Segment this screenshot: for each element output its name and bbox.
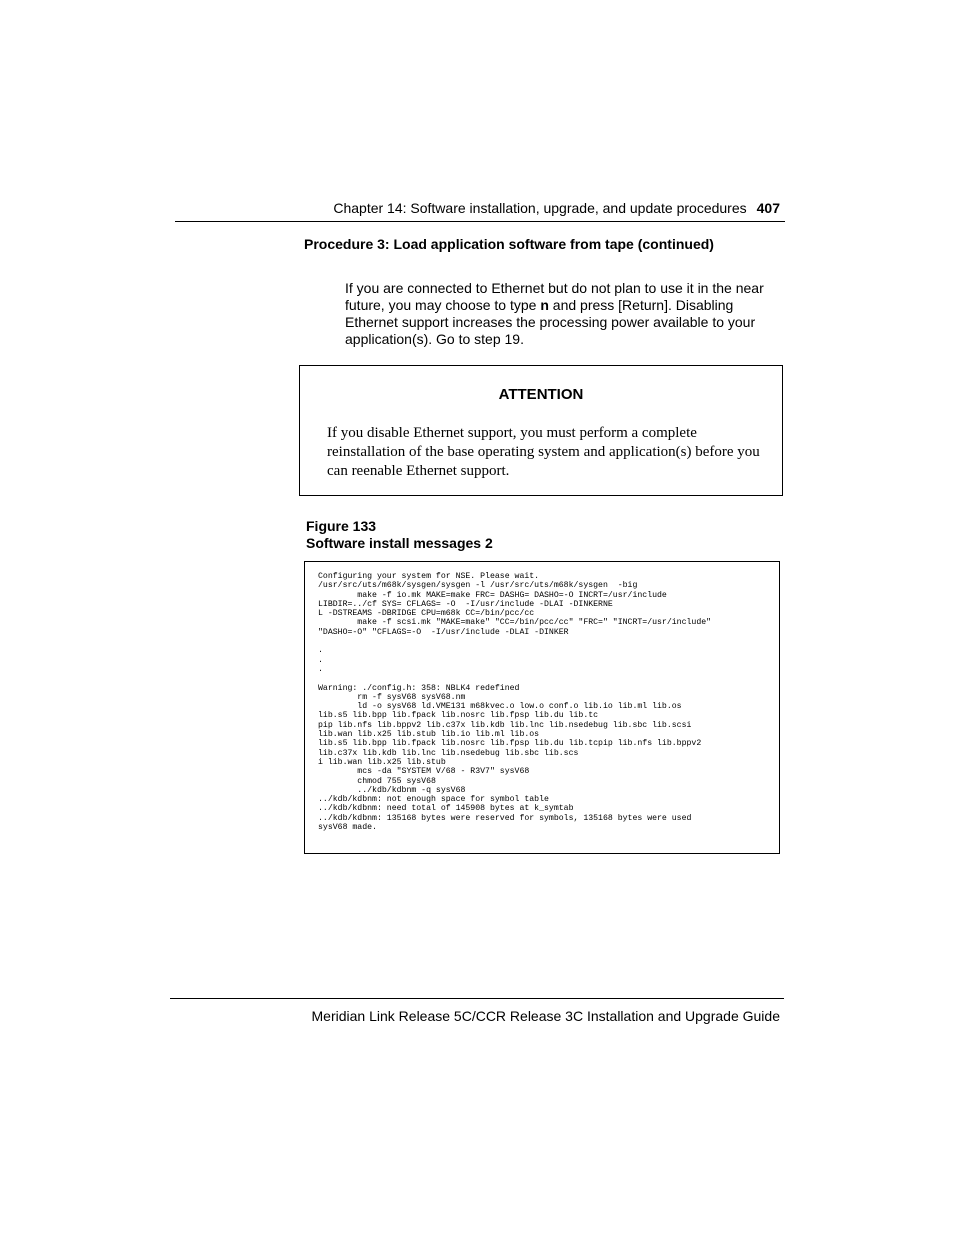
body-paragraph bbox=[345, 280, 775, 348]
header-divider bbox=[175, 221, 785, 222]
chapter-title: Chapter 14: Software installation, upgrade, and update procedures bbox=[333, 200, 747, 216]
code-listing-box bbox=[304, 561, 780, 854]
running-header bbox=[333, 200, 780, 216]
guide-title: Meridian Link Release 5C/CCR Release 3C Installation and Upgrade Guide bbox=[311, 1008, 780, 1024]
attention-box bbox=[299, 365, 783, 496]
procedure-heading: Procedure 3: Load application software from tape (continued) bbox=[304, 236, 714, 252]
body-text-after: and press [Return]. Disabling Ethernet support increases the processing power available to your application(s). Go to step 19. bbox=[345, 297, 756, 347]
figure-label bbox=[306, 518, 493, 552]
code-listing: Configuring your system for NSE. Please wait. /usr/src/uts/m68k/sysgen/sysgen -l /usr/src/uts/m68k/sysgen -big make -f io.mk MAKE=make FRC= DASHG= DASHO=-O INCRT=/usr/include LIBDIR=../cf SYS= CFLAGS= -O -I/usr/include -DLAI -DINKERNE L -DSTREAMS -DBRIDGE CPU=m68k CC=/bin/pcc/cc make -f scsi.mk "MAKE=make" "CC=/bin/pcc/cc" "FRC=" "INCRT=/usr/include" "DASHO=-O" "CFLAGS=-O -I/usr/include -DLAI -DINKER . . . Warning: ./config.h: 358: NBLK4 redefined rm -f sysV68 sysV68.nm ld -o sysV68 ld.VME131 m68kvec.o low.o conf.o lib.io lib.ml lib.os lib.s5 lib.bpp lib.fpack lib.nosrc lib.fpsp lib.du lib.tc pip lib.nfs lib.bppv2 lib.c37x lib.kdb lib.lnc lib.nsedebug lib.sbc lib.scsi lib.wan lib.x25 lib.stub lib.io lib.ml lib.os lib.s5 lib.bpp lib.fpack lib.nosrc lib.fpsp lib.du lib.tcpip lib.nfs lib.bppv2 lib.c37x lib.kdb lib.lnc lib.nsedebug lib.sbc lib.scs i lib.wan lib.x25 lib.stub mcs -da "SYSTEM V/68 - R3V7" sysV68 chmod 755 sysV68 ../kdb/kdbnm -q sysV68 ../kdb/kdbnm: not enough space for symbol table ../kdb/kdbnm: need total of 145908 bytes at k_symtab ../kdb/kdbnm: 135168 bytes were reserved for symbols, 135168 bytes were used sysV68 made. bbox=[318, 572, 712, 833]
footer-divider bbox=[170, 998, 784, 999]
attention-title: ATTENTION bbox=[498, 386, 584, 403]
figure-number: Figure 133 bbox=[306, 518, 377, 534]
page-number: 407 bbox=[756, 200, 780, 216]
body-text-before: If you are connected to Ethernet but do not plan to use it in the near future, you may choose to type bbox=[345, 280, 764, 313]
key-n: n bbox=[540, 297, 549, 313]
figure-caption: Software install messages 2 bbox=[306, 535, 493, 551]
attention-text: If you disable Ethernet support, you must perform a complete reinstallation of the base operating system and application(s) before you can reenable Ethernet support. bbox=[327, 425, 760, 479]
